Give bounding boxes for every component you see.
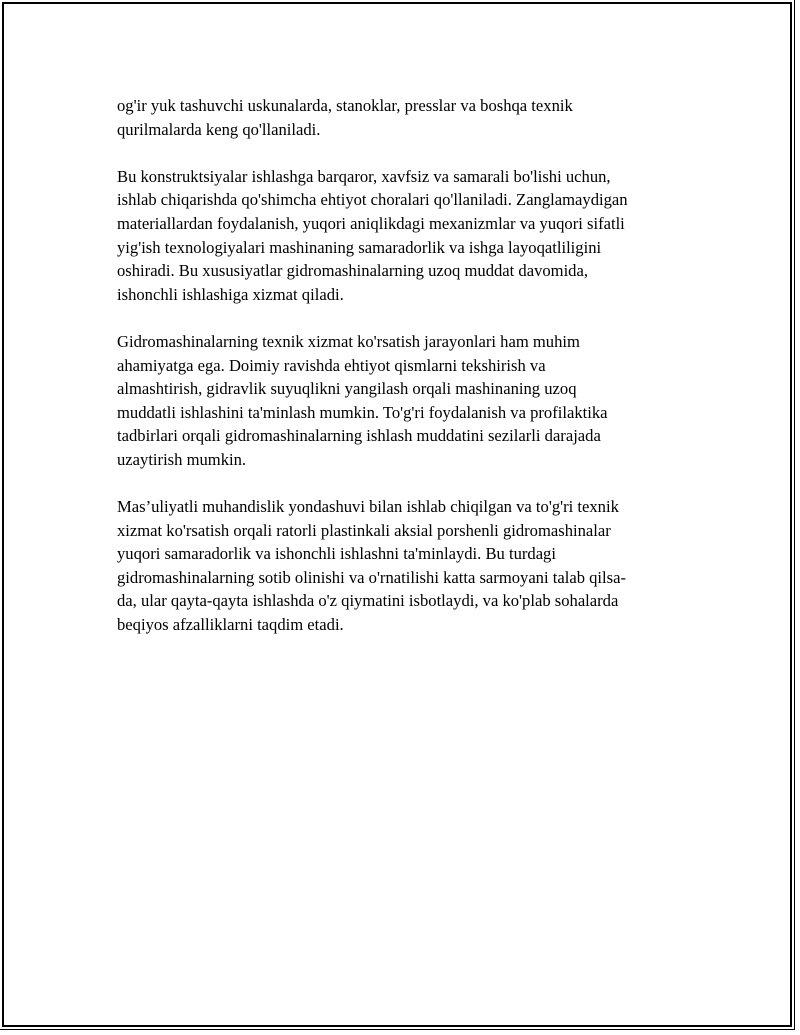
document-body (117, 94, 697, 660)
paragraph-4: Mas’uliyatli muhandislik yondashuvi bilan ishlab chiqilgan va to'g'ri texnik xizmat ko'rsatish orqali ratorli plastinkali aksial porshenli gidromashinalar yuqori samaradorlik va ishonchli ishlashni ta'minlaydi. Bu turdagi gidromashinalarning sotib olinishi va o'rnatilishi katta sarmoyani talab qilsa- da, ular qayta-qayta ishlashda o'z qiymatini isbotlaydi, va ko'plab sohalarda beqiyos afzalliklarni taqdim etadi. (117, 497, 627, 635)
paragraph-3: Gidromashinalarning texnik xizmat ko'rsatish jarayonlari ham muhim ahamiyatga ega. Doimiy ravishda ehtiyot qismlarni tekshirish va almashtirish, gidravlik suyuqlikni yangilash orqali mashinaning uzoq muddatli ishlashini ta'minlash mumkin. To'g'ri foydalanish va profilaktika tadbirlari orqali gidromashinalarning ishlash muddatini sezilarli darajada uzaytirish mumkin. (117, 331, 608, 469)
paragraph-1: og'ir yuk tashuvchi uskunalarda, stanoklar, presslar va boshqa texnik qurilmalarda keng qo'llaniladi. (117, 96, 573, 139)
paragraph-2: Bu konstruktsiyalar ishlashga barqaror, xavfsiz va samarali bo'lishi uchun, ishlab chiqarishda qo'shimcha ehtiyot choralari qo'llaniladi. Zanglamaydigan materiallardan foydalanish, yuqori aniqlikdagi mexanizmlar va yuqori sifatli yig'ish texnologiyalari mashinaning samaradorlik va ishga layoqatliligini oshiradi. Bu xususiyatlar gidromashinalarning uzoq muddat davomida, ishonchli ishlashiga xizmat qiladi. (117, 166, 628, 304)
